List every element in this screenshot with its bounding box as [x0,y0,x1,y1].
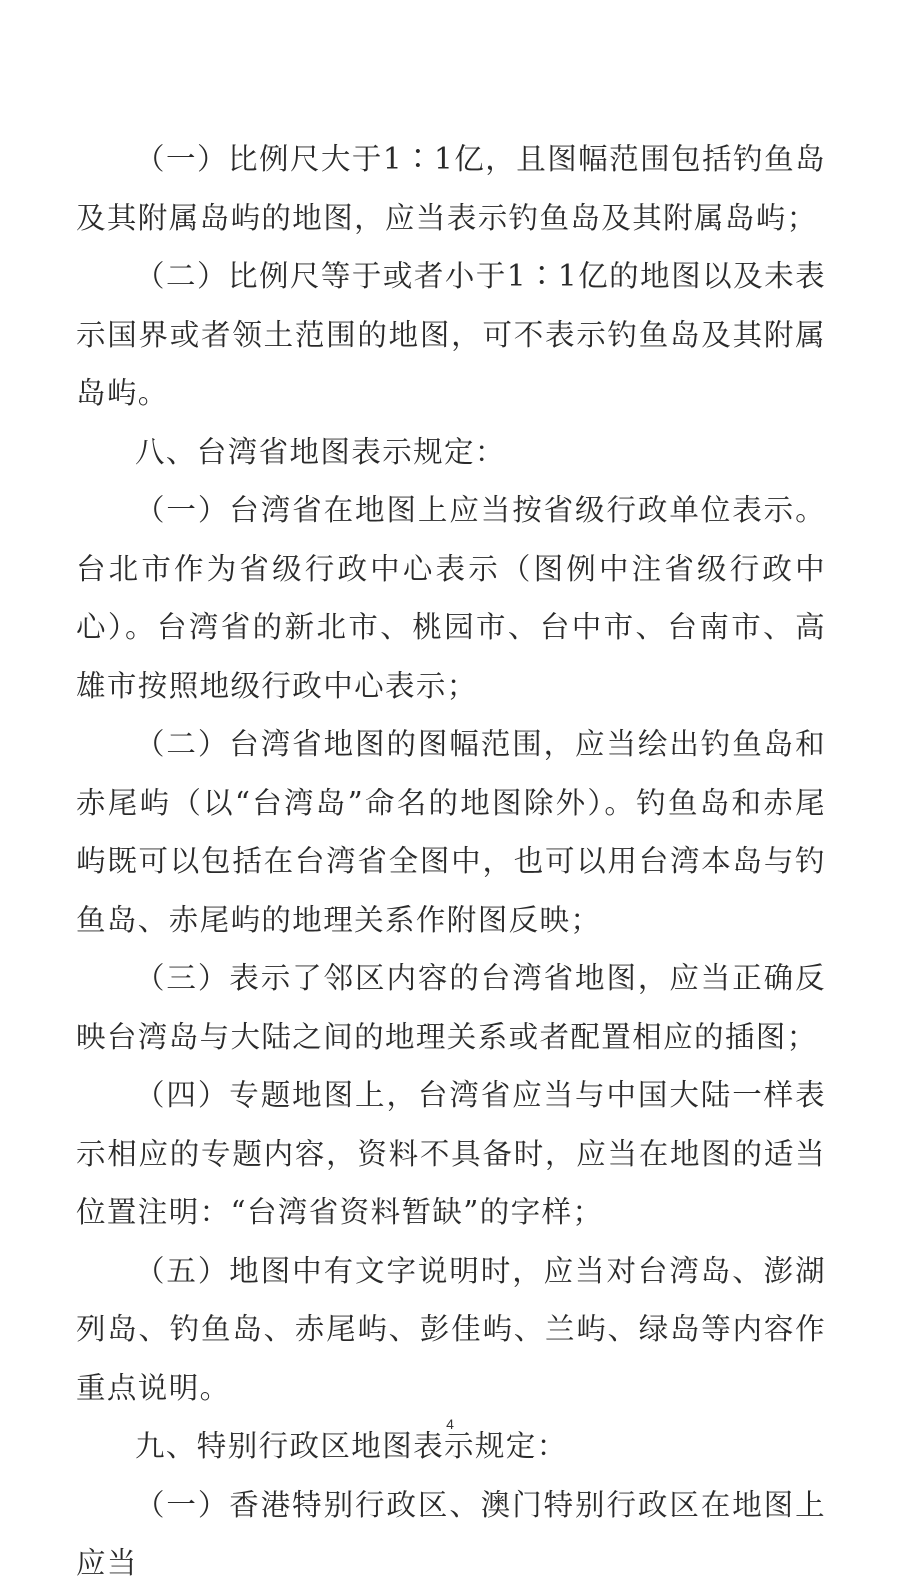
paragraph-scale-greater: （一）比例尺大于1∶1亿，且图幅范围包括钓鱼岛及其附属岛屿的地图，应当表示钓鱼岛及其附属岛屿； [76,142,826,235]
document-body [76,130,826,1593]
section-heading-sar: 九、特别行政区地图表示规定： [135,1429,568,1463]
section-heading-taiwan: 八、台湾省地图表示规定： [135,434,506,469]
paragraph-sar-hk-macau: （一）香港特别行政区、澳门特别行政区在地图上应当 [76,1487,826,1580]
paragraph-taiwan-thematic: （四）专题地图上，台湾省应当与中国大陆一样表示相应的专题内容，资料不具备时，应当在地图的适当位置注明：“台湾省资料暂缺”的字样； [76,1078,826,1229]
paragraph-taiwan-neighbor: （三）表示了邻区内容的台湾省地图，应当正确反映台湾岛与大陆之间的地理关系或者配置相应的插图； [76,961,826,1054]
paragraph-taiwan-extent: （二）台湾省地图的图幅范围，应当绘出钓鱼岛和赤尾屿（以“台湾岛”命名的地图除外）。钓鱼岛和赤尾屿既可以包括在台湾省全图中，也可以用台湾本岛与钓鱼岛、赤尾屿的地理关系作附图反映； [76,727,826,937]
paragraph-taiwan-text: （五）地图中有文字说明时，应当对台湾岛、澎湖列岛、钓鱼岛、赤尾屿、彭佳屿、兰屿、绿岛等内容作重点说明。 [76,1253,826,1405]
paragraph-scale-smaller: （二）比例尺等于或者小于1∶1亿的地图以及未表示国界或者领土范围的地图，可不表示钓鱼岛及其附属岛屿。 [76,259,826,410]
paragraph-taiwan-admin: （一）台湾省在地图上应当按省级行政单位表示。台北市作为省级行政中心表示（图例中注省级行政中心）。台湾省的新北市、桃园市、台中市、台南市、高雄市按照地级行政中心表示； [76,493,826,703]
page-number: 4 [446,1416,454,1432]
